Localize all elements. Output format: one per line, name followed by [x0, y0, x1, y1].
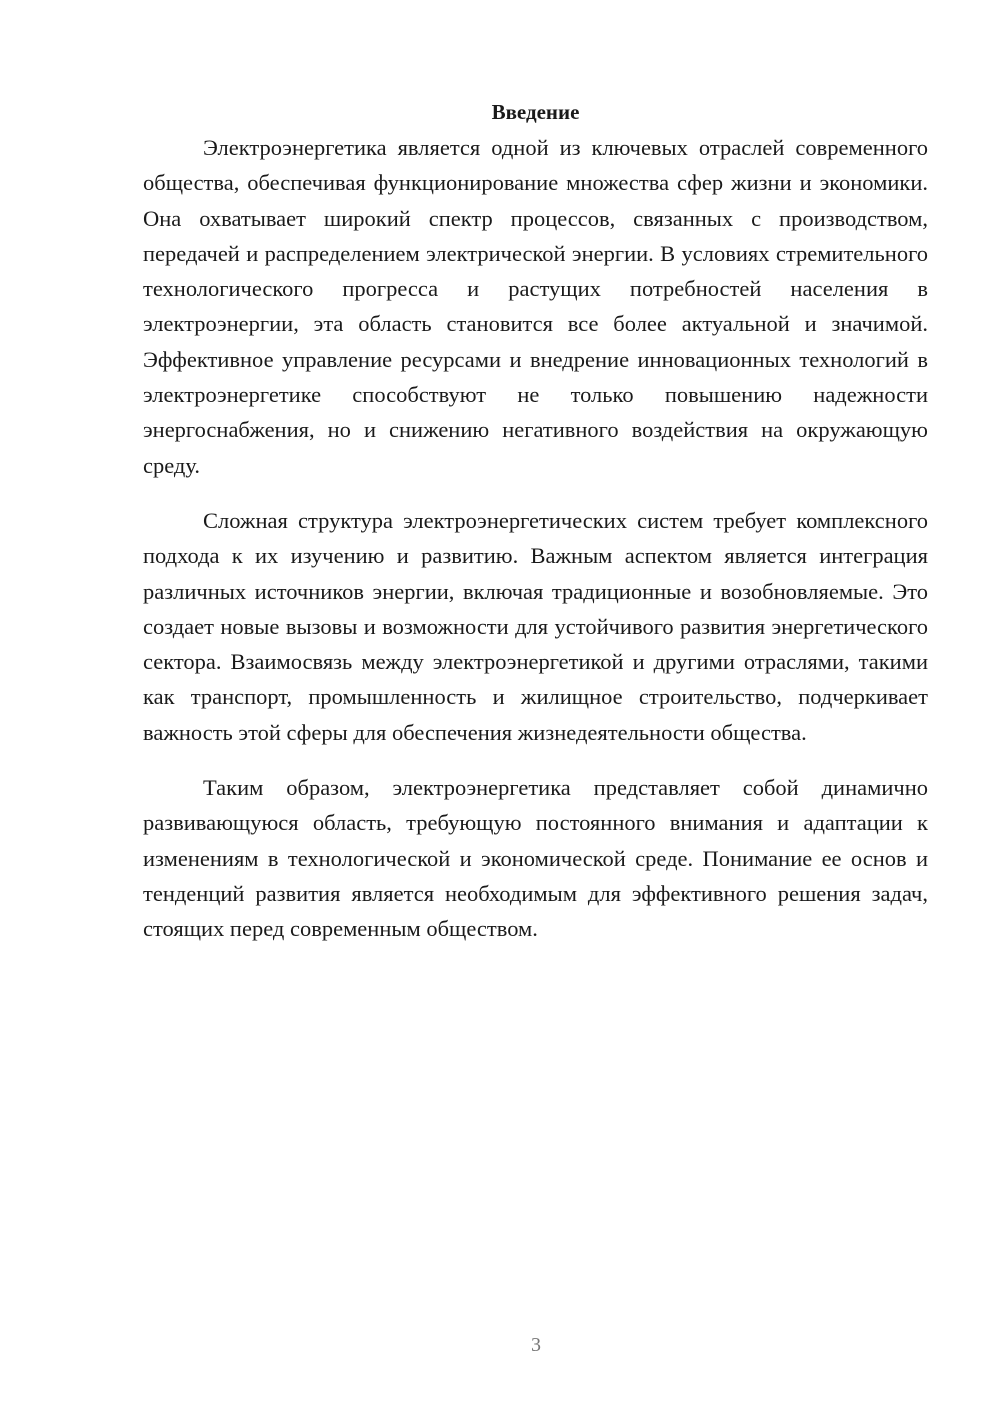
- section-heading: Введение: [491, 100, 580, 124]
- paragraph-structure: Сложная структура электроэнергетических систем требует комплексного подхода к их изучению и развитию. Важным аспектом является интеграция различных источников энергии, включая традиционные и возобновляемые. Это создает новые вызовы и возможности для устойчивого развития энергетического сектора. Взаимосвязь между электроэнергетикой и другими отраслями, такими как транспорт, промышленность и жилищное строительство, подчеркивает важность этой сферы для обеспечения жизнедеятельности общества.: [143, 507, 928, 745]
- paragraph-conclusion: Таким образом, электроэнергетика представляет собой динамично развивающуюся область, требующую постоянного внимания и адаптации к изменениям в технологической и экономической среде. Понимание ее основ и тенденций развития является необходимым для эффективного решения задач, стоящих перед современным обществом.: [143, 775, 928, 942]
- paragraph-intro: Электроэнергетика является одной из ключевых отраслей современного общества, обеспечивая функционирование множества сфер жизни и экономики. Она охватывает широкий спектр процессов, связанных с производством, передачей и распределением электрической энергии. В условиях стремительного технологического прогресса и растущих потребностей населения в электроэнергии, эта область становится все более актуальной и значимой. Эффективное управление ресурсами и внедрение инновационных технологий в электроэнергетике способствуют не только повышению надежности энергоснабжения, но и снижению негативного воздействия на окружающую среду.: [143, 135, 928, 478]
- page-content: [143, 96, 928, 947]
- page-number: 3: [531, 1334, 541, 1356]
